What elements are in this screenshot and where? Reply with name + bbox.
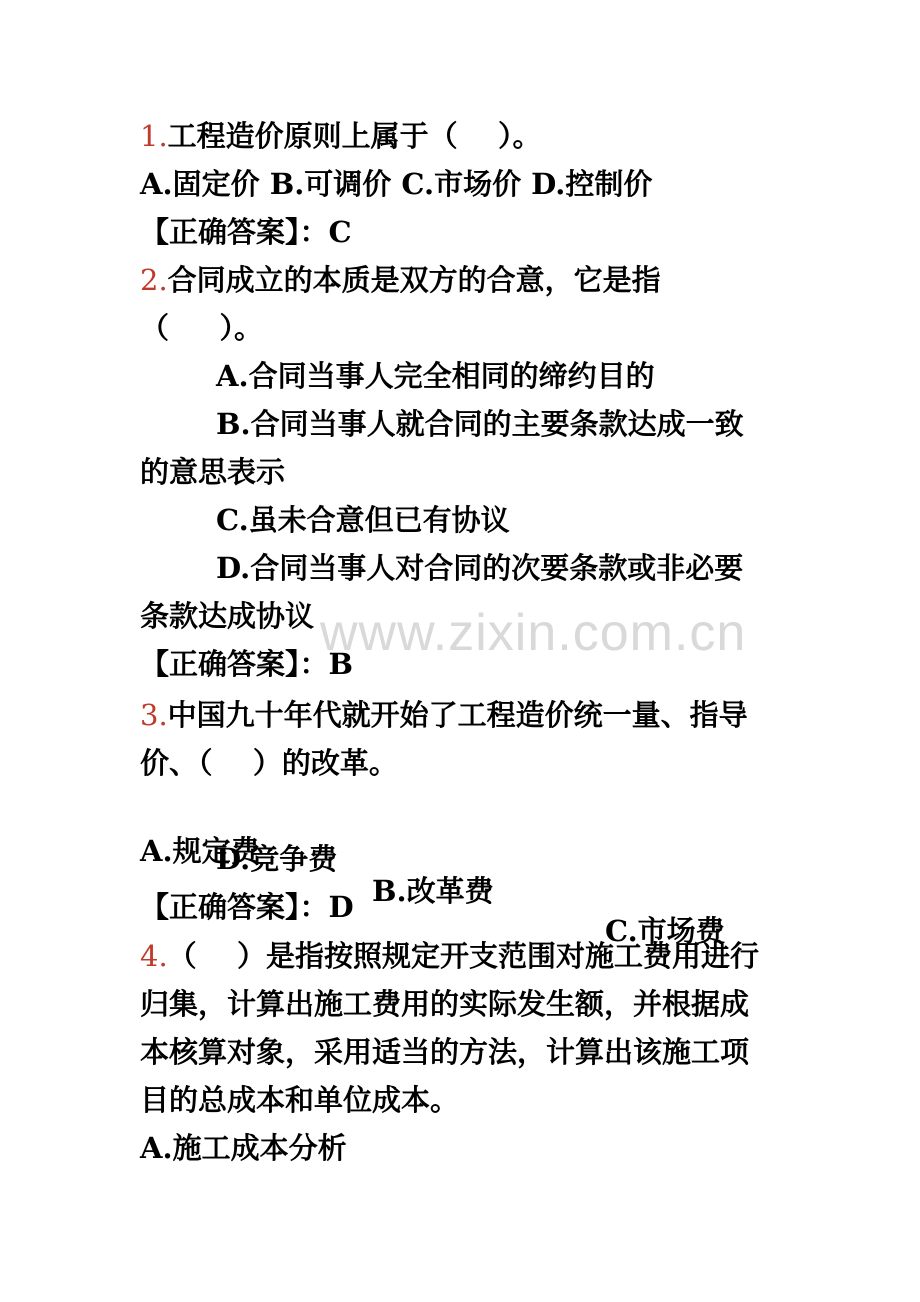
question-3-option-c: C.市场费 — [605, 914, 725, 948]
question-4-stem-cont-2: 本核算对象，采用适当的方法，计算出该施工项 — [140, 1035, 750, 1069]
question-3-option-b: B.改革费 — [372, 874, 494, 908]
question-1-options: A.固定价 B.可调价 C.市场价 D.控制价 — [140, 167, 653, 201]
question-2-stem — [140, 260, 661, 300]
question-4-stem-cont-3: 目的总成本和单位成本。 — [140, 1083, 460, 1117]
question-2-number: 2. — [140, 263, 168, 297]
question-2-option-c: C.虽未合意但已有协议 — [216, 503, 510, 537]
question-1-answer: 【正确答案】：C — [140, 215, 352, 249]
question-3-answer: 【正确答案】：D — [140, 890, 354, 924]
question-2-option-a: A.合同当事人完全相同的缔约目的 — [216, 359, 655, 393]
question-2-option-b-cont: 的意思表示 — [140, 455, 286, 489]
question-2-text: 合同成立的本质是双方的合意，它是指 — [167, 263, 661, 297]
question-4-option-a: A.施工成本分析 — [140, 1131, 347, 1165]
question-1-stem — [140, 116, 542, 156]
question-4-number: 4. — [140, 939, 168, 973]
question-4-text: （ ）是指按照规定开支范围对施工费用进行 — [167, 939, 760, 973]
question-1-text: 工程造价原则上属于（ ）。 — [167, 119, 542, 153]
question-1-number: 1. — [140, 119, 168, 153]
question-2-option-d: D.合同当事人对合同的次要条款或非必要 — [216, 551, 744, 585]
question-3-stem-cont: 价、（ ）的改革。 — [140, 746, 398, 780]
question-3-text: 中国九十年代就开始了工程造价统一量、指导 — [167, 698, 748, 732]
question-2-answer: 【正确答案】：B — [140, 647, 354, 681]
watermark: www.zixin.com.cn — [320, 604, 747, 662]
question-4-stem-cont-1: 归集，计算出施工费用的实际发生额，并根据成 — [140, 987, 750, 1021]
question-3-stem — [140, 695, 748, 735]
question-3-option-a: A.规定费 — [140, 834, 260, 868]
question-2-stem-cont: （ ）。 — [140, 311, 263, 345]
question-3-number: 3. — [140, 698, 168, 732]
question-2-option-d-cont: 条款达成协议 — [140, 599, 315, 633]
question-2-option-b: B.合同当事人就合同的主要条款达成一致 — [216, 407, 744, 441]
question-4-stem — [140, 936, 759, 976]
question-3-option-d: D.竞争费 — [216, 842, 338, 876]
